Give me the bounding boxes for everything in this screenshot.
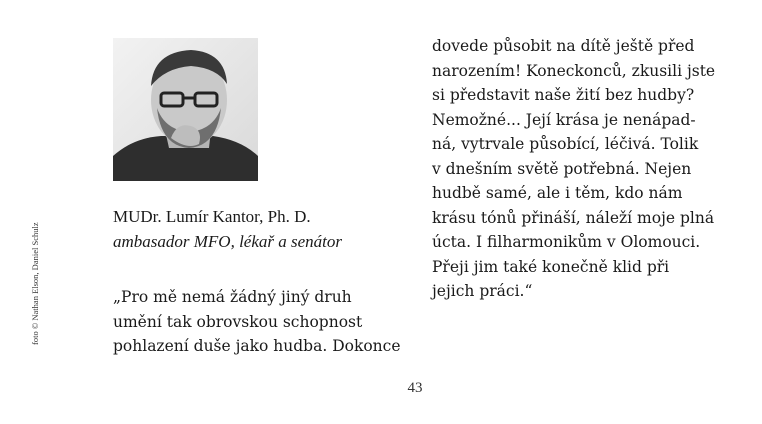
quote-line: Nemožné... Její krása je nenápad- [432, 110, 696, 129]
quote-column-right [432, 34, 732, 304]
quote-line: krásu tónů přináší, náleží moje plná [432, 208, 715, 227]
person-name: MUDr. Lumír Kantor, Ph. D. [113, 207, 311, 226]
quote-line: „Pro mě nemá žádný jiný druh [113, 288, 352, 306]
quote-line: hudbě samé, ale i těm, kdo nám [432, 184, 683, 202]
quote-line: úcta. I filharmonikům v Olomouci. [432, 233, 701, 251]
page-number: 43 [407, 380, 423, 396]
quote-line: narozením! Koneckonců, zkusili jste [432, 61, 716, 80]
quote-line: ná, vytrvale působící, léčivá. Tolik [432, 135, 699, 153]
quote-line: jejich práci.“ [432, 282, 533, 300]
quote-column-left [113, 285, 413, 359]
portrait-illustration [113, 38, 258, 181]
photo-credit: foto © Nathan Elson, Daniel Schulz [30, 222, 40, 345]
quote-line: si představit naše žití bez hudby? [432, 86, 695, 104]
quote-line: pohlazení duše jako hudba. Dokonce [113, 337, 401, 355]
quote-line: umění tak obrovskou schopnost [113, 312, 363, 331]
quote-line: dovede působit na dítě ještě před [432, 37, 695, 55]
portrait-photo [113, 38, 258, 181]
person-role: ambasador MFO, lékař a senátor [113, 232, 343, 251]
quote-line: Přeji jim také konečně klid při [432, 257, 670, 276]
quote-line: v dnešním světě potřebná. Nejen [432, 159, 692, 178]
